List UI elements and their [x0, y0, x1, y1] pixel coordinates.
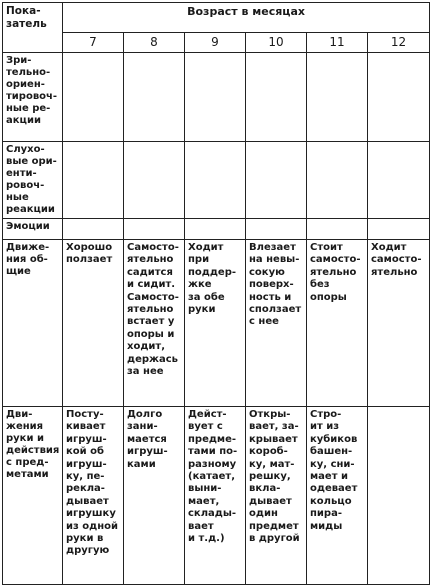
table-cell: Долго зани- мается игруш- ками — [124, 407, 185, 585]
table-cell: Влезает на невы- сокую поверх- ность и сползает с нее — [246, 240, 307, 407]
table-cell: Стоит самосто- ятельно без опоры — [307, 240, 368, 407]
table-cell — [307, 53, 368, 142]
table-cell: Дейст- вует с предме- тами по- разному (катает, выни- мает, склады- вает и т.д.) — [185, 407, 246, 585]
table-cell: Посту- кивает игруш- кой об игруш- ку, пе- рекла- дывает игрушку из одной руки в другую — [63, 407, 124, 585]
table-cell — [368, 142, 430, 219]
table-row — [3, 407, 430, 585]
month-header: 7 — [63, 33, 124, 53]
table-row — [3, 53, 430, 142]
table-cell: Ходит при поддер- жке за обе руки — [185, 240, 246, 407]
table-cell: Откры- вает, за- крывает короб- ку, мат- решку, вкла- дывает один предмет в другой — [246, 407, 307, 585]
table-cell — [246, 53, 307, 142]
table-cell — [368, 53, 430, 142]
table-cell — [185, 53, 246, 142]
month-header: 11 — [307, 33, 368, 53]
table-row — [3, 240, 430, 407]
month-header: 10 — [246, 33, 307, 53]
table-cell — [185, 219, 246, 240]
table-cell — [368, 219, 430, 240]
row-label: Зри- тельно- ориен- тировоч- ные ре- акции — [3, 53, 63, 142]
table-row — [3, 142, 430, 219]
row-label: Движе- ния об- щие — [3, 240, 63, 407]
table-row — [3, 219, 430, 240]
table-cell — [246, 219, 307, 240]
month-header: 12 — [368, 33, 430, 53]
row-label: Слухо- вые ори- енти- ровоч- ные реакции — [3, 142, 63, 219]
table-cell: Ходит самосто- ятельно — [368, 240, 430, 407]
table-cell — [307, 142, 368, 219]
table-cell — [124, 219, 185, 240]
table-cell — [246, 142, 307, 219]
group-header: Возраст в месяцах — [63, 3, 430, 33]
table-cell — [124, 142, 185, 219]
table-cell — [185, 142, 246, 219]
table-cell — [124, 53, 185, 142]
month-header: 8 — [124, 33, 185, 53]
table-cell — [368, 407, 430, 585]
month-header: 9 — [185, 33, 246, 53]
table-cell — [63, 53, 124, 142]
corner-header: Пока- затель — [3, 3, 63, 53]
row-label: Дви- жения руки и действия с пред- метами — [3, 407, 63, 585]
table-cell — [63, 219, 124, 240]
row-label: Эмоции — [3, 219, 63, 240]
table-cell: Самосто- ятельно садится и сидит. Самосто- ятельно встает у опоры и ходит, держась за нее — [124, 240, 185, 407]
development-table — [2, 2, 430, 585]
table-cell — [63, 142, 124, 219]
table-cell — [307, 219, 368, 240]
table-cell: Хорошо ползает — [63, 240, 124, 407]
table-cell: Стро- ит из кубиков башен- ку, сни- мает и одевает кольцо пира- миды — [307, 407, 368, 585]
